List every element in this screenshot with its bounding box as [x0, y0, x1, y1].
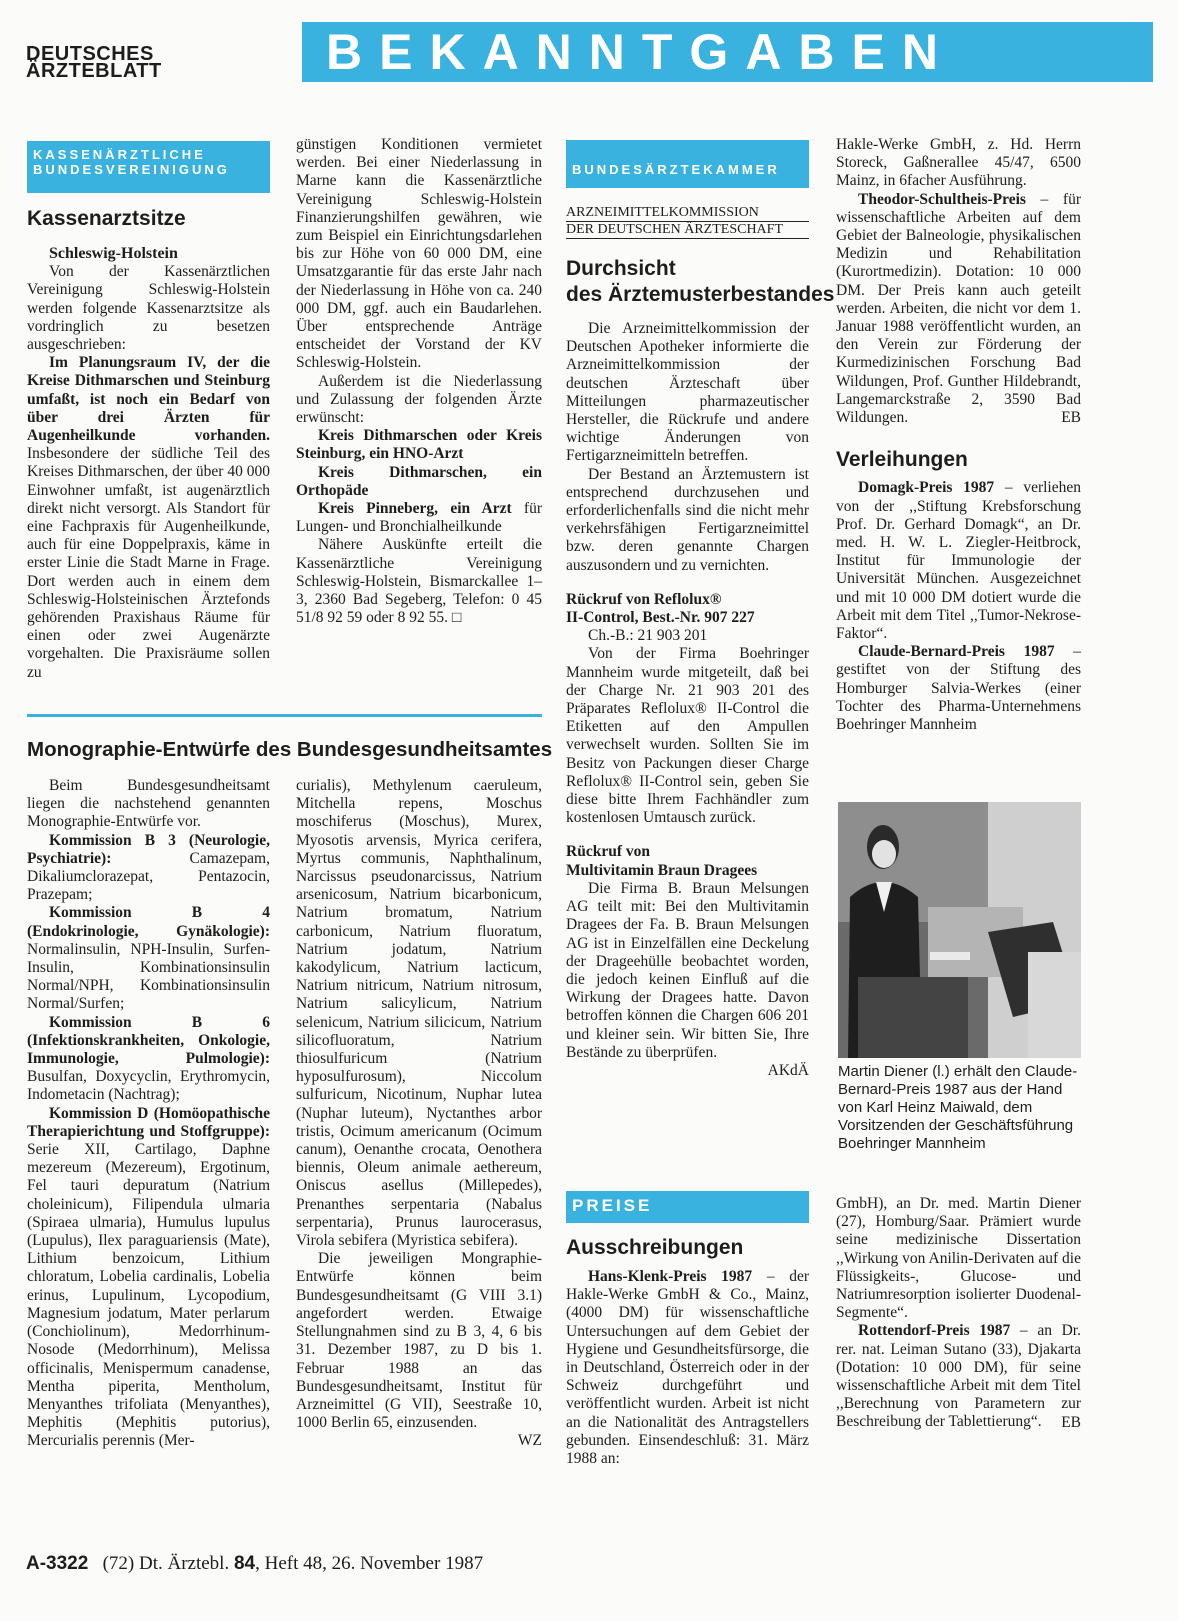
kbv-column-1 — [27, 245, 270, 682]
domagk-bold: Domagk-Preis 1987 — [858, 479, 995, 497]
masthead-line-1: DEUTSCHES — [26, 43, 154, 65]
kbv-p2-rest: Insbesondere der südliche Teil des Kreises Dithmarschen, der über 40 000 Einwohner umfaßt, ist augenärztlich direkt nicht versorgt. Als Standort für eine Fachpraxis für Augenheilkunde, auch für eine Doppelpraxis, käme in erster Linie die Stadt Marne in Frage. Dort werden auch in einem dem Schleswig-Holsteinischen Ärztefonds gehörenden Praxishaus Räume für einen oder zwei Augenärzte vorgehalten. Die Praxisräume sollen zu — [27, 445, 270, 681]
section-label-baek: BUNDESÄRZTEKAMMER — [566, 140, 809, 188]
claude-bernard-cont: GmbH), an Dr. med. Martin Diener (27), Homburg/Saar. Prämiert wurde seine medizinische Dissertation ,,Wirkung von Anilin-Derivaten auf die Flüssigkeits-, Glucose- und Natriumresorption isolierter Duodenal-Segmente“. — [836, 1195, 1081, 1322]
mono-c2b — [296, 1250, 542, 1432]
masthead — [26, 43, 162, 82]
mono-item — [27, 1014, 270, 1105]
domagk-preis — [836, 479, 1081, 643]
kbv-column-2 — [296, 136, 542, 627]
mono-item-text: Beim Bundesgesundheitsamt liegen die nachstehend genannten Monographie-Entwürfe vor. — [27, 777, 270, 831]
baek-p2: Der Bestand an Ärztemustern ist entsprechend durchzusehen und erforderlichenfalls sind die nicht mehr verkehrsfähigen Fertigarzneimittel bzw. deren genannte Chargen auszusondern und zu vernichten. — [566, 465, 809, 574]
kbv-p6 — [296, 464, 542, 500]
page-number: A-3322 — [26, 1553, 89, 1574]
mono-item-text: Serie XII, Cartilago, Daphne mezereum (Mezereum), Ergotinum, Fel tauri depuratum (Natrium choleinicum), Filipendula ulmaria (Spiraea ulmaria), Humulus lupulus (Lupulus), Ilex paraguariensis (Mate), Lithium benzoicum, Lithium chloratum, Lobelia cardinalis, Lobelia erinus, Lupulinum, Lycopodium, Magnesium jodatum, Mater perlarum (Conchiolinum), Medorrhinum-Nosode (Medorrhinum), Melissa officinalis, Menispermum canadense, Mentha piperita, Mentholum, Menyanthes trifoliata (Menyanthes), Mephitis (Mephitis putorius), Mercurialis perennis (Mer- — [27, 1141, 270, 1450]
preise-sign-1: EB — [1061, 409, 1081, 427]
preise-sign-2: EB — [1061, 1413, 1081, 1431]
recall-2-text: Die Firma B. Braun Melsungen AG teilt mit: Bei den Multivitamin Dragees der Fa. B. Braun Melsungen AG ist in Einzelfällen eine Deckelung der Drageehülle beobachtet worden, die jedoch keinen Einfluß auf die Wirkung der Dragees hatte. Davon betroffen können die Chargen 606 201 und kleiner sein. Wir bitten Sie, Ihre Bestände zu überprüfen. — [566, 879, 809, 1061]
mono-c2a: curialis), Methylenum caeruleum, Mitchella repens, Moschus moschiferus (Moschus), Murex, Myosotis arvensis, Myrica cerifera, Myrtus communis, Naphthalinum, Narcissus pseudonarcissus, Natrium arsenicosum, Natrium bicarbonicum, Natrium bromatum, Natrium carbonicum, Natrium fluoratum, Natrium jodatum, Natrium kakodylicum, Natrium lacticum, Natrium nitricum, Natrium nitrosum, Natrium salicylicum, Natrium selenicum, Natrium silicicum, Natrium silicofluoratum, Natrium thiosulfuricum (Natrium hyposulfurosum), Niccolum sulfuricum, Nicotinum, Nuphar lutea (Nuphar luteum), Nyctanthes arbor tristis, Ocimum americanum (Ocimum canum), Oenanthe crocata, Oenothera biennis, Oleum animale aethereum, Oniscus asellus (Millepedes), Prenanthes serpentaria (Nabalus serpentaria), Prunus laurocerasus, Virola sebifera (Myristica sebifera). — [296, 777, 542, 1250]
end-mark: □ — [451, 609, 462, 627]
baek-p1: Die Arzneimittelkommission der Deutschen Apotheker informierte die Arzneimittelkommission der deutschen Ärzteschaft über Mitteilungen pharmazeutischer Hersteller, die Rückrufe und andere wichtige Änderungen von Fertigarzneimitteln betreffen. — [566, 320, 809, 465]
kbv-p1: Von der Kassenärztlichen Vereinigung Schleswig-Holstein werden folgende Kassenarztsitze als vordringlich zu besetzen ausgeschrieben: — [27, 263, 270, 354]
footer-journal: (72) Dt. Ärztebl. — [102, 1553, 230, 1574]
footer-volume: 84 — [233, 1553, 256, 1574]
mono-item-bold: Kommission B 3 (Neurologie, Psychiatrie): — [27, 831, 270, 867]
theodor-schultheis-preis — [836, 191, 1081, 428]
mono-title: Monographie-Entwürfe des Bundesgesundheitsamtes — [27, 738, 553, 761]
claude-bernard-preis — [836, 643, 1081, 734]
mono-item-bold: Kommission B 6 (Infektionskrankheiten, Onkologie, Immunologie, Pulmologie): — [27, 1013, 270, 1068]
hans-klenk-bold: Hans-Klenk-Preis 1987 — [588, 1268, 753, 1285]
mono-item-text: Normalinsulin, NPH-Insulin, Surfen-Insulin, Kombinationsinsulin Normal/NPH, Kombinationsinsulin Normal/Surfen; — [27, 940, 270, 1013]
recall-1-charge: Ch.-B.: 21 903 201 — [588, 627, 708, 645]
recall-2-head-2: Multivitamin Braun Dragees — [566, 861, 758, 879]
award-photo-image — [838, 802, 1081, 1058]
verleihungen-title: Verleihungen — [836, 448, 968, 472]
mono-item — [27, 777, 270, 832]
kbv-p4: Außerdem ist die Niederlassung und Zulassung der folgenden Ärzte erwünscht: — [296, 372, 542, 427]
kbv-p8-text: Nähere Auskünfte erteilt die Kassenärztliche Vereinigung Schleswig-Holstein, Bismarckallee 1–3, 2360 Bad Segeberg, Telefon: 0 45 51/8 92 59 oder 8 92 55. — [296, 536, 542, 627]
kbv-p7-rest: für Lungen- und Bronchialheilkunde — [296, 500, 542, 536]
theodor-schultheis-bold: Theodor-Schultheis-Preis — [858, 190, 1026, 208]
kbv-p3: günstigen Konditionen vermietet werden. Bei einer Niederlassung in Marne kann die Kassenärztliche Vereinigung Schleswig-Holstein Finanzierungshilfen gewähren, wie zum Beispiel ein Einrichtungsdarlehen bis zur Höhe von 60 000 DM, eine Umsatzgarantie für das erste Jahr nach der Niederlassung in Höhe von ca. 240 000 DM, ggf. auch ein Baudarlehen. Über entsprechende Anträge entscheidet der Vorstand der KV Schleswig-Holstein. — [296, 136, 542, 372]
baek-column — [566, 320, 809, 1080]
mono-item — [27, 832, 270, 905]
preise-column-3 — [566, 1268, 809, 1468]
mono-item — [27, 904, 270, 1013]
section-label-line-1: KASSENÄRZTLICHE — [33, 147, 206, 162]
kbv-p6-bold: Kreis Dithmarschen, ein Orthopäde — [296, 463, 542, 499]
claude-bernard-bold: Claude-Bernard-Preis 1987 — [858, 643, 1055, 661]
rottendorf-bold: Rottendorf-Preis 1987 — [858, 1322, 1011, 1340]
mono-column-1 — [27, 777, 270, 1451]
baek-title — [566, 256, 834, 308]
footer-issue: , Heft 48, 26. November 1987 — [255, 1553, 484, 1574]
hans-klenk-text: – der Hakle-Werke GmbH & Co., Mainz, (4000 DM) für wissenschaftliche Untersuchungen auf dem Gebiet der Hygiene und Gesundheitsfürsorge, die in Deutschland, Österreich oder in der Schweiz durchgeführt und veröffentlicht wurden. Arbeit ist nicht an die Nationalität des Antragstellers gebunden. Einsendeschluß: 31. März 1988 an: — [566, 1268, 809, 1468]
theodor-schultheis-text: – für wissenschaftliche Arbeiten auf dem Gebiet der Balneologie, physikalischen Medizin und Rehabilitation (Kurortmedizin). Dotation: 10 000 DM. Der Preis kann auch geteilt werden. Arbeiten, die nicht vor dem 1. Januar 1988 veröffentlicht wurden, an den Verein zur Förderung der Kurmedizinischen Forschung Bad Wildungen, Prof. Gunther Hildebrandt, Langemarckstraße 2, 3590 Bad Wildungen. — [836, 190, 1081, 427]
preise-title: Ausschreibungen — [566, 1236, 744, 1259]
photo-caption: Martin Diener (l.) erhält den Claude-Bernard-Preis 1987 aus der Hand von Karl Heinz Maiwald, dem Vorsitzenden der Geschäftsführung Boehringer Mannheim — [838, 1063, 1078, 1152]
preise-column-4-top — [836, 136, 1081, 734]
mono-item-text: Camazepam, Dikaliumclorazepat, Pentazocin, Prazepam; — [27, 849, 270, 904]
baek-subhead-1: ARZNEIMITTELKOMMISSION — [566, 205, 809, 222]
mono-column-2 — [296, 777, 542, 1451]
kbv-p5-bold: Kreis Dithmarschen oder Kreis Steinburg, ein HNO-Arzt — [296, 427, 542, 463]
kbv-p2-bold: Im Planungsraum IV, der die Kreise Dithmarschen und Steinburg umfaßt, ist noch ein Bedarf von über drei Ärzten für Augenheilkunde vorhanden. — [27, 354, 270, 445]
mono-item — [27, 1105, 270, 1451]
mono-sign: WZ — [517, 1432, 542, 1450]
section-label-line-2: BUNDESVEREINIGUNG — [33, 162, 230, 177]
kbv-title: Kassenarztsitze — [27, 207, 186, 230]
kbv-p7-bold: Kreis Pinneberg, ein Arzt — [318, 500, 512, 518]
page-footer — [26, 1553, 483, 1575]
domagk-text: – verliehen von der ,,Stiftung Krebsforschung Prof. Dr. Gerhard Domagk“, an Dr. med. H. W. L. Ziegler-Heitbrock, Institut für Immunologie der Universität München. Ausgezeichnet und mit 10 000 DM dotiert wurde die Arbeit mit dem Titel ,,Tumor-Nekrose-Faktor“. — [836, 479, 1081, 643]
masthead-line-2: ÄRZTEBLATT — [26, 60, 162, 82]
recall-1-head-2: II-Control, Best.-Nr. 907 227 — [566, 609, 755, 627]
recall-1-head-1: Rückruf von Reflolux® — [566, 590, 722, 608]
baek-subhead-2: DER DEUTSCHEN ÄRZTESCHAFT — [566, 222, 809, 239]
kbv-p5 — [296, 427, 542, 463]
hans-klenk-preis — [566, 1268, 809, 1468]
baek-title-2: des Ärztemusterbestandes — [566, 283, 835, 306]
mono-item-text: Busulfan, Doxycyclin, Erythromycin, Indometacin (Nachtrag); — [27, 1068, 270, 1104]
award-photo — [838, 802, 1081, 1058]
kbv-p8 — [296, 536, 542, 627]
preise-column-4-bottom — [836, 1195, 1081, 1432]
recall-2-head-1: Rückruf von — [566, 843, 650, 861]
baek-subhead — [566, 205, 809, 239]
baek-title-1: Durchsicht — [566, 257, 676, 280]
baek-sign: AKdÄ — [767, 1061, 809, 1079]
kbv-p2 — [27, 354, 270, 682]
kbv-p7 — [296, 500, 542, 536]
banner-bekanntgaben: BEKANNTGABEN — [302, 22, 1153, 82]
section-label-preise: PREISE — [566, 1191, 809, 1223]
section-label-kbv — [27, 141, 270, 193]
kbv-region: Schleswig-Holstein — [49, 245, 178, 262]
claude-bernard-text: – gestiftet von der Stiftung des Homburger Salvia-Werkes (einer Tochter des Pharma-Unternehmens Boehringer Mannheim — [836, 643, 1082, 734]
hans-klenk-cont: Hakle-Werke GmbH, z. Hd. Herrn Storeck, Gaßnerallee 45/47, 6500 Mainz, in 6facher Ausführung. — [836, 136, 1081, 190]
mono-item-bold: Kommission B 4 (Endokrinologie, Gynäkologie): — [27, 904, 270, 940]
mono-item-bold: Kommission D (Homöopathische Therapierichtung und Stoffgruppe): — [27, 1104, 270, 1140]
recall-1-text: Von der Firma Boehringer Mannheim wurde mitgeteilt, daß bei der Charge Nr. 21 903 201 des Präparates Reflolux® II-Control die Etiketten auf den Ampullen verwechselt wurden. Sollten Sie im Besitz von Packungen dieser Charge Reflolux® II-Control sein, geben Sie diese bitte Ihrem Fachhändler zum kostenlosen Umtausch zurück. — [566, 645, 809, 827]
mono-c2b-text: Die jeweiligen Mongraphie-Entwürfe können beim Bundesgesundheitsamt (G VIII 3.1) angefordert werden. Etwaige Stellungnahmen sind zu B 3, 4, 6 bis 31. Dezember 1987, zu D bis 1. Februar 1988 an das Bundesgesundheitsamt, Institut für Arzneimittel (G VII), Seestraße 10, 1000 Berlin 65, einzusenden. — [296, 1250, 542, 1432]
section-rule — [27, 714, 542, 717]
rottendorf-text: – an Dr. rer. nat. Leiman Sutano (33), Djakarta (Dotation: 10 000 DM), für seine wissenschaftliche Arbeit mit dem Titel ,,Berechnung von Parametern zur Beschreibung der Tablettierung“. — [836, 1322, 1081, 1431]
